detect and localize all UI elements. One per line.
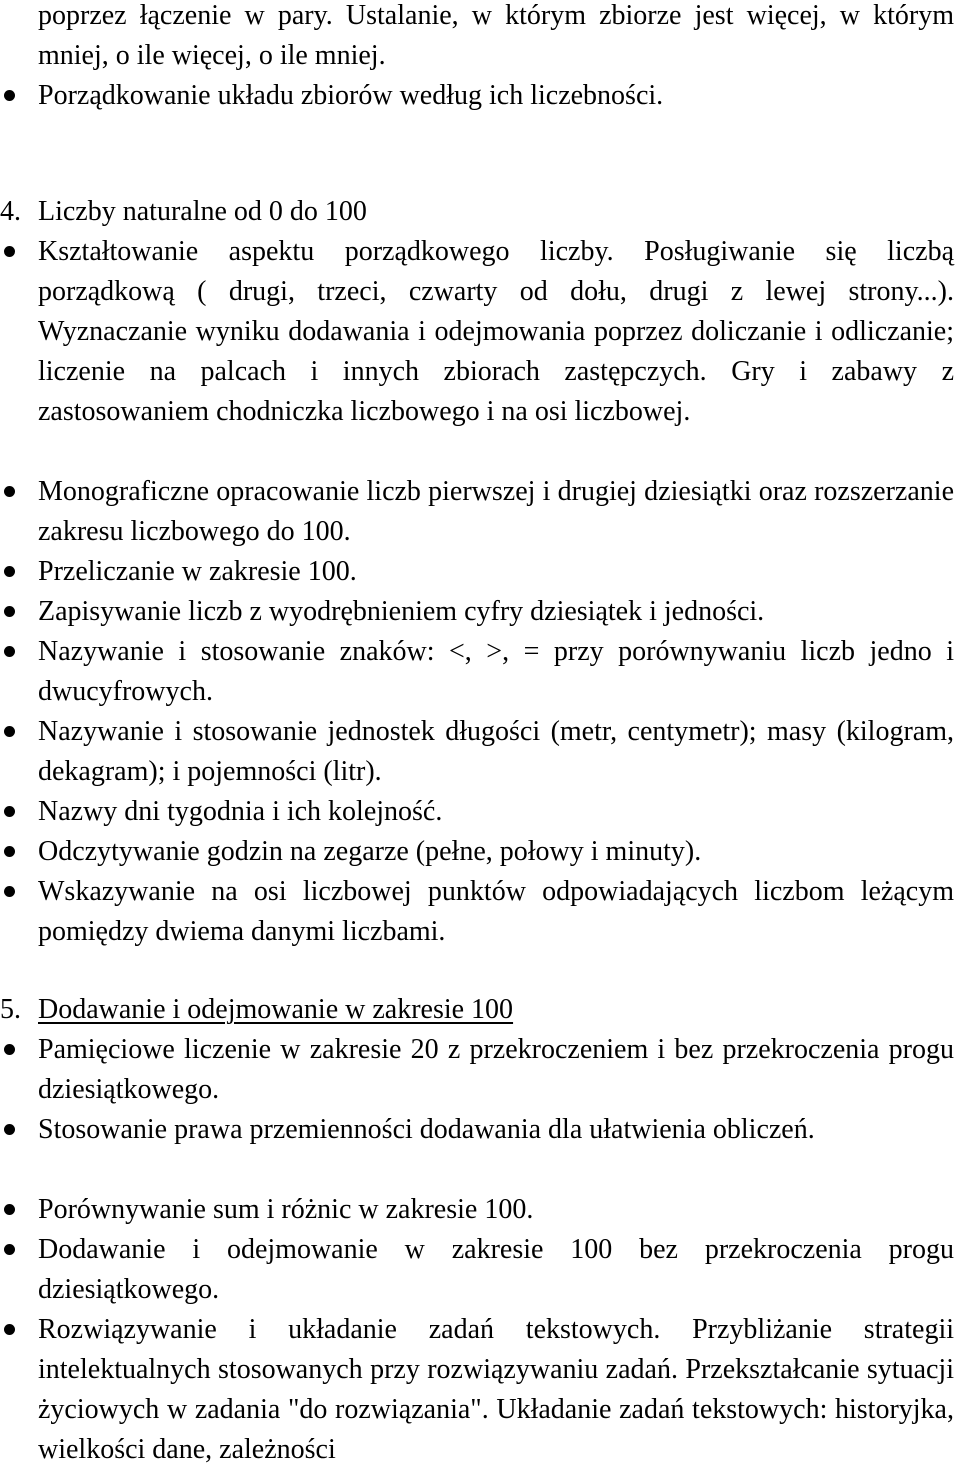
list-item: Stosowanie prawa przemienności dodawania dla ułatwienia obliczeń. bbox=[38, 1114, 815, 1145]
section-4-heading bbox=[0, 192, 367, 232]
bullet-icon bbox=[4, 1204, 15, 1215]
bullet-icon bbox=[4, 566, 15, 577]
bullet-icon bbox=[4, 486, 15, 497]
list-item: Monograficzne opracowanie liczb pierwszej i drugiej dziesiątki oraz rozszerzanie zakresu liczbowego do 100. bbox=[38, 476, 954, 547]
list-item: Nazwy dni tygodnia i ich kolejność. bbox=[38, 796, 443, 827]
section-5-heading bbox=[0, 990, 513, 1030]
bullet-icon bbox=[4, 246, 15, 257]
list-item: Rozwiązywanie i układanie zadań tekstowych. Przybliżanie strategii intelektualnych stosowanych przy rozwiązywaniu zadań. Przekształcanie sytuacji życiowych w zadania "do rozwiązania". Układanie zadań tekstowych: historyjka, wielkości dane, zależności bbox=[38, 1314, 954, 1465]
list-item: Nazywanie i stosowanie znaków: <, >, = przy porównywaniu liczb jedno i dwucyfrowych. bbox=[38, 636, 954, 707]
list-item: Dodawanie i odejmowanie w zakresie 100 bez przekroczenia progu dziesiątkowego. bbox=[38, 1234, 954, 1305]
section-title: Dodawanie i odejmowanie w zakresie 100 bbox=[38, 994, 514, 1025]
list-item: Wskazywanie na osi liczbowej punktów odpowiadających liczbom leżącym pomiędzy dwiema danymi liczbami. bbox=[38, 876, 954, 947]
bullet-icon bbox=[4, 886, 15, 897]
bullet-icon bbox=[4, 806, 15, 817]
bullet-icon bbox=[4, 1044, 15, 1055]
list-item: Porządkowanie układu zbiorów według ich liczebności. bbox=[38, 80, 664, 111]
bullet-icon bbox=[4, 1244, 15, 1255]
bullet-icon bbox=[4, 1124, 15, 1135]
list-item: Odczytywanie godzin na zegarze (pełne, połowy i minuty). bbox=[38, 836, 702, 867]
intro-paragraph: poprzez łączenie w pary. Ustalanie, w którym zbiorze jest więcej, w którym mniej, o ile więcej, o ile mniej. bbox=[38, 0, 954, 71]
bullet-icon bbox=[4, 846, 15, 857]
bullet-icon bbox=[4, 606, 15, 617]
section-number: 5. bbox=[0, 994, 21, 1025]
list-item: Kształtowanie aspektu porządkowego liczby. Posługiwanie się liczbą porządkową ( drugi, trzeci, czwarty od dołu, drugi z lewej strony...). Wyznaczanie wyniku dodawania i odejmowania poprzez doliczanie i odliczanie; liczenie na palcach i innych zbiorach zastępczych. Gry i zabawy z zastosowaniem chodniczka liczbowego i na osi liczbowej. bbox=[38, 236, 954, 427]
list-item: Porównywanie sum i różnic w zakresie 100. bbox=[38, 1194, 534, 1225]
bullet-icon bbox=[4, 646, 15, 657]
section-number: 4. bbox=[0, 196, 21, 227]
list-item: Zapisywanie liczb z wyodrębnieniem cyfry dziesiątek i jedności. bbox=[38, 596, 765, 627]
list-item: Przeliczanie w zakresie 100. bbox=[38, 556, 357, 587]
bullet-icon bbox=[4, 90, 15, 101]
bullet-icon bbox=[4, 726, 15, 737]
list-item: Nazywanie i stosowanie jednostek długości (metr, centymetr); masy (kilogram, dekagram); i pojemności (litr). bbox=[38, 716, 954, 787]
section-title: Liczby naturalne od 0 do 100 bbox=[38, 196, 367, 227]
list-item: Pamięciowe liczenie w zakresie 20 z przekroczeniem i bez przekroczenia progu dziesiątkowego. bbox=[38, 1034, 954, 1105]
bullet-icon bbox=[4, 1324, 15, 1335]
